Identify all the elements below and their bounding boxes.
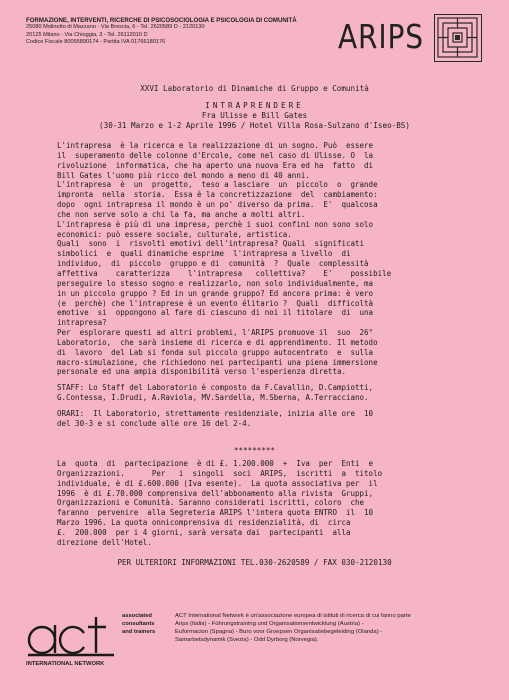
arips-logo-icon	[434, 14, 482, 62]
act-description	[175, 612, 485, 644]
act-network-label: INTERNATIONAL NETWORK	[26, 661, 105, 667]
act-description-line: Arips (Italia) - Führungstraining und Organisationsentwicklung (Austria) -	[175, 621, 364, 628]
schedule-line: del 30-3 e si conclude alle ore 16 del 2-4.	[57, 418, 252, 428]
body-line: intrapresa?	[57, 318, 107, 328]
body-line: Quali sono i risvolti emotivi dell'intrapresa? Quali significati	[57, 239, 365, 249]
body-line: rivoluzione informatica, che ha aperto una nuova Era ed ha fatto di	[57, 160, 374, 170]
fee-line: £. 200.000 per i 4 giorni, sarà versata dai partecipanti alla	[57, 527, 351, 537]
schedule-line: ORARI: Il Laboratorio, strettamente residenziale, inizia alle ore 10	[57, 408, 374, 418]
fee-line: Organizzazioni e Comunità. Saranno considerati iscritti, coloro che	[57, 498, 365, 508]
letterhead-line-3: 20125 Milano - Via Chioggia, 3 - Tel. 26112010 D	[26, 31, 148, 38]
act-tagline-line: and trainers	[122, 629, 156, 636]
act-logo-text: act	[26, 611, 28, 612]
staff-line: G.Contessa, I.Drudi, A.Raviola, MV.Sardella, M.Sberna, A.Terracciano.	[57, 393, 369, 403]
act-logo-icon	[26, 611, 118, 661]
document-title: INTRAPRENDERE	[205, 101, 304, 110]
body-line: L'intrapresa è la ricerca e la realizzazione di un sogno. Può essere	[57, 141, 374, 150]
act-tagline	[122, 612, 155, 637]
fee-line: Marzo 1996. La quota onnicomprensiva di residenzialità, di circa	[57, 518, 351, 528]
arips-brand: ARIPS	[338, 17, 424, 56]
fee-line: faranno pervenire alla Segreteria ARIPS l'intera quota ENTRO il 10	[57, 508, 374, 518]
body-line: emotive si oppongono al fare di ciascuno di noi il titolare di una	[57, 308, 374, 318]
letterhead-line-1: FORMAZIONE, INTERVENTI, RICERCHE DI PSICOSOCIOLOGIA E PSICOLOGIA DI COMUNITÀ	[26, 17, 297, 24]
body-line: Laboratorio, che sarà insieme di ricerca e di apprendimento. Il metodo	[57, 337, 378, 347]
act-description-line: ACT International Network è un'associazione europea di istituti di ricerca di cui fanno parte	[175, 613, 411, 619]
body-line: che non serve solo a chi la fa, ma anche a molti altri.	[57, 209, 306, 219]
contact-info: PER ULTERIORI INFORMAZIONI TEL.030-2620589 / FAX 030-2120130	[117, 558, 392, 567]
laboratory-heading: XXVI Laboratorio di Dinamiche di Gruppo e Comunità	[140, 84, 369, 93]
body-line: macro-simulazione, che richiedono nei partecipanti una piena immersione	[57, 357, 378, 367]
body-line: economici: può essere sociale, culturale, artistica.	[57, 229, 292, 239]
section-separator: *********	[233, 446, 276, 455]
body-line: in un piccolo gruppo ? Ed in un grande gruppo? Ed ancora prima: è vero	[57, 288, 374, 298]
event-dates: (30-31 Marzo e 1-2 Aprile 1996 / Hotel Villa Rosa-Sulzano d'Iseo-BS)	[99, 121, 410, 130]
body-line: L'intrapresa è più di una impresa, perchè i suoi confini non sono solo	[57, 219, 374, 229]
body-text	[57, 141, 473, 429]
fee-line: 1996 è di £.70.000 comprensiva dell'abbonamento alla rivista Gruppi,	[57, 488, 374, 498]
body-line: Per esplorare questi ad altri problemi, l'ARIPS promuove il suo 26°	[57, 328, 374, 338]
fee-line: individuale, è di £.600.000 (Iva esente). La quota associativa per il	[57, 478, 378, 488]
fee-section	[57, 459, 473, 548]
body-line: affettiva caratterizza l'intrapresa collettiva? E' possibile	[57, 268, 392, 278]
fee-line: Organizzazioni. Per i singoli soci ARIPS, iscritti a titolo	[57, 468, 383, 478]
act-description-line: Samarbetsdynamik (Svezia) - Odd Dyrborg (Norvegia).	[175, 637, 319, 644]
body-line: Bill Gates l'uomo più ricco del mondo a meno di 40 anni.	[57, 170, 310, 180]
body-line: L'intrapresa è un progetto, teso a lasciare un piccolo o grande	[57, 180, 378, 190]
staff-line: STAFF: Lo Staff del Laboratorio è composto da F.Cavallin, D.Campiotti,	[57, 383, 374, 393]
body-line: simbolici e quali dinamiche esprime l'intrapresa a livello di	[57, 249, 351, 259]
body-line: di lavoro del Lab si fonda sul piccolo gruppo autocentrato e sulla	[57, 347, 374, 357]
fee-line: direzione dell'Hotel.	[57, 537, 152, 547]
letterhead-line-2: 25080 Molinetto di Mazzano - Via Brescia, 6 - Tel. 2620589 D - 2120130	[26, 24, 205, 31]
letterhead-line-4: Codice Fiscale 80055890174 - Partita IVA 01766180176	[26, 38, 166, 45]
body-line: personale ed una ampia disponibilità verso l'esperienza diretta.	[57, 367, 346, 377]
act-tagline-line: associated	[122, 613, 152, 619]
act-tagline-line: consultants	[122, 621, 155, 628]
fee-line: La quota di partecipazione è di £. 1.200.000 + Iva per Enti e	[57, 459, 374, 468]
body-line: impronta nella storia. Essa è la concretizzazione del cambiamento:	[57, 190, 378, 200]
body-line: individuo, di piccolo gruppo e di comunità ? Quale complessità	[57, 259, 369, 269]
act-description-line: Euformacion (Spagna) - Buro voor Groepsen Organisatiebegeleiding (Olanda) -	[175, 629, 383, 636]
body-line: (e perchè) che l'intraprese è un evento élitario ? Quali difficoltà	[57, 298, 374, 308]
body-line: dopo ogni intrapresa il mondo è un po' diverso da prima. E' qualcosa	[57, 200, 378, 210]
document-subtitle: Fra Ulisse e Bill Gates	[201, 111, 308, 120]
letterhead	[26, 17, 326, 46]
body-line: il superamento delle colonne d'Ercole, come nel caso di Ulisse. O la	[57, 150, 374, 160]
body-line: perseguire lo stesso sogno e realizzarlo, non solo individualmente, ma	[57, 278, 374, 288]
